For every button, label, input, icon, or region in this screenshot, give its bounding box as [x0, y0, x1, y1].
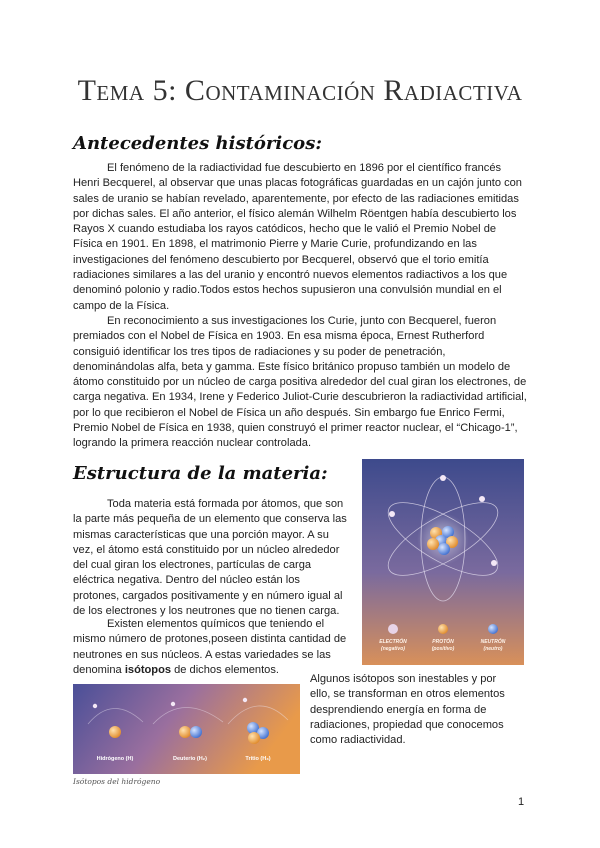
isotopes-paragraph	[73, 617, 349, 678]
section-heading-estructura: Estructura de la materia:	[73, 463, 328, 484]
section-heading-antecedentes: Antecedentes históricos:	[73, 133, 322, 154]
electron-label: ELECTRÓN	[379, 639, 407, 645]
radioactivity-paragraph	[310, 672, 515, 748]
paragraph: En reconocimiento a sus investigaciones los Curie, junto con Becquerel, fueron premiados con el Nobel de Física en 1903. En esa misma época, Ernest Rutherford consiguió identificar los tres tipos de radiaciones y su poder de penetración, denominándolas alfa, beta y gamma. Este físico británico propuso también un modelo de átomo constituido por un núcleo de carga positiva alrededor del cual giran los electrones, de carga negativa. En 1934, Irene y Federico Juliot-Curie descubrieron la radiactividad artificial, por lo que recibieron el Nobel de Física un año después. Sin embargo fue Enrico Fermi, Premio Nobel de Física en 1938, quien construyó el primer reactor nuclear, el “Chicago-1”, logrando la primera reacción nuclear controlada.	[73, 314, 527, 450]
hydrogen-label: Hidrógeno (H)	[96, 756, 134, 762]
proton-label: PROTÓN	[432, 639, 454, 645]
paragraph: El fenómeno de la radiactividad fue descubierto en 1896 por el científico francés Henri Becquerel, al observar que unas placas fotográficas guardadas en un cajón junto con sales de uranio se habían revelado, aparentemente, por efecto de las radiaciones emitidas por dichas sales. El año anterior, el físico alemán Wilhelm Röentgen había descubierto los Rayos X cuando estudiaba los rayos catódicos, hecho que le valió el Premio Nobel de Física en 1901. En 1898, el matrimonio Pierre y Marie Curie, profundizando en las investigaciones del fenómeno descubierto por Becquerel, observó que el torio emitía radiaciones similares a las del uranio y encontró nuevos elementos radiactivos a los que denominó polonio y radio.Todos estos hechos supusieron una convulsión mundial en el campo de la Física.	[73, 162, 522, 312]
paragraph: Algunos isótopos son inestables y por ello, se transforman en otros elementos desprendiendo energía en forma de radiaciones, propiedad que conocemos como radiactividad.	[310, 673, 505, 747]
tritium-label: Tritio (H₃)	[245, 756, 271, 762]
deuterium-label: Deuterio (H₂)	[173, 756, 207, 762]
page-title: Tema 5: Contaminación Radiactiva	[77, 74, 523, 107]
paragraph: Toda materia está formada por átomos, que son la parte más pequeña de un elemento que conserva las mismas características que una porción mayor. A su vez, el átomo está constituido por un núcleo alrededor del cual giran los electrones, partículas de carga eléctrica negativa. Dentro del núcleo están los protones, cargados positivamente y en número igual al de los electrones y los neutrones que no tienen carga.	[73, 498, 347, 618]
electron-charge: (negativo)	[381, 646, 405, 652]
paragraph: Existen elementos químicos que teniendo el mismo número de protones,poseen distinta cantidad de neutrones en sus núcleos. A estas variedades se las denomina isótopos de dichos elementos.	[73, 618, 347, 676]
section-body-estructura	[73, 497, 349, 619]
electron-legend-swatch	[388, 624, 398, 634]
atom-model-figure	[362, 459, 524, 665]
page-number: 1	[518, 796, 525, 808]
proton-legend-swatch	[438, 624, 448, 634]
hydrogen-isotopes-figure	[73, 684, 300, 774]
isotopes-caption: Isótopos del hidrógeno	[73, 777, 161, 786]
neutron-charge: (neutro)	[483, 646, 503, 652]
isotopos-term: isótopos	[124, 663, 172, 676]
neutron-legend-swatch	[488, 624, 498, 634]
proton-charge: (positivo)	[431, 646, 455, 652]
neutron-label: NEUTRÓN	[480, 639, 506, 645]
section-body-antecedentes	[73, 161, 528, 452]
